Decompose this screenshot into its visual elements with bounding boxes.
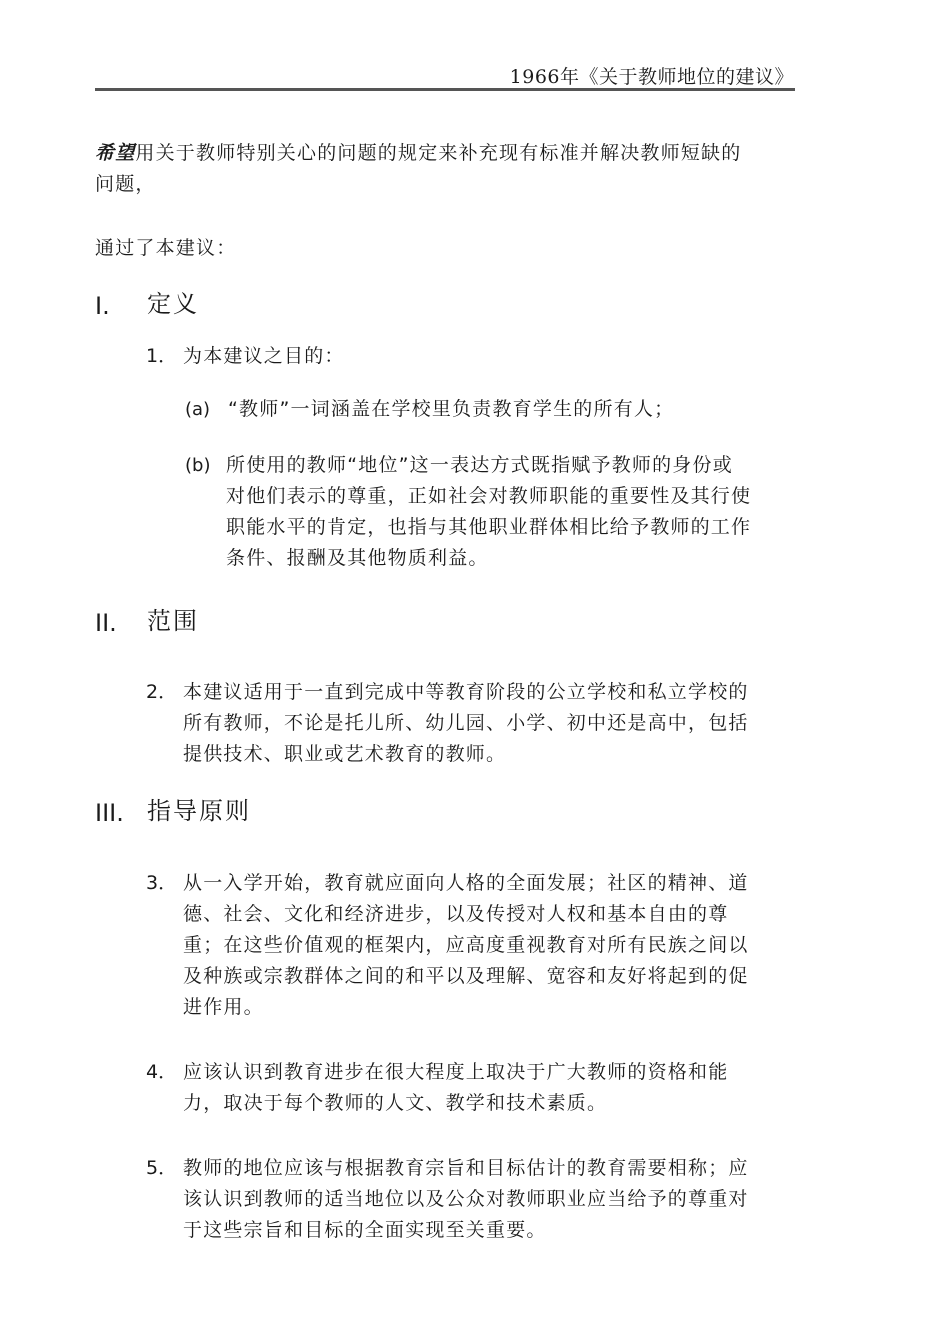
subitem-line: “教师”一词涵盖在学校里负责教育学生的所有人；: [228, 398, 675, 420]
subitem-text: [226, 450, 751, 574]
paragraph-number: 4．: [146, 1061, 178, 1083]
preamble-adopts: 通过了本建议：: [95, 237, 237, 259]
paragraph-line: 及种族或宗教群体之间的和平以及理解、宽容和友好将起到的促: [183, 965, 749, 987]
paragraph-text: [183, 677, 749, 770]
paragraph-line: 进作用。: [183, 996, 264, 1018]
preamble-lead: 希望: [95, 142, 136, 164]
subitem-line: 条件、报酬及其他物质利益。: [226, 547, 489, 569]
paragraph-line: 于这些宗旨和目标的全面实现至关重要。: [183, 1219, 547, 1241]
header-rule: [95, 88, 795, 91]
paragraph-number: 5．: [146, 1157, 178, 1179]
paragraph-line: 德、社会、文化和经济进步，以及传授对人权和基本自由的尊: [183, 903, 729, 925]
subitem-line: 所使用的教师“地位”这一表达方式既指赋予教师的身份或: [226, 454, 733, 476]
paragraph-text: [183, 341, 345, 372]
section-title: 指导原则: [147, 797, 251, 825]
paragraph-line: 教师的地位应该与根据教育宗旨和目标估计的教育需要相称；应: [183, 1157, 749, 1179]
paragraph-line: 应该认识到教育进步在很大程度上取决于广大教师的资格和能: [183, 1061, 729, 1083]
preamble: [95, 138, 741, 200]
paragraph-line: 力，取决于每个教师的人文、教学和技术素质。: [183, 1092, 608, 1114]
paragraph-line: 提供技术、职业或艺术教育的教师。: [183, 743, 507, 765]
section-number: I.: [95, 292, 110, 320]
paragraph-text: [183, 868, 749, 1023]
subitem-line: 职能水平的肯定，也指与其他职业群体相比给予教师的工作: [226, 516, 752, 538]
preamble-line: 问题，: [95, 173, 156, 195]
preamble-line: 用关于教师特别关心的问题的规定来补充现有标准并解决教师短缺的: [135, 142, 742, 164]
section-title: 定义: [147, 290, 199, 318]
section-number: II.: [95, 609, 117, 637]
paragraph-number: 1．: [146, 345, 178, 367]
running-header-title: 1966年《关于教师地位的建议》: [509, 66, 794, 88]
paragraph-line: 所有教师，不论是托儿所、幼儿园、小学、初中还是高中，包括: [183, 712, 749, 734]
subitem-label: (b): [185, 455, 211, 476]
section-title: 范围: [147, 607, 199, 635]
paragraph-line: 从一入学开始，教育就应面向人格的全面发展；社区的精神、道: [183, 872, 749, 894]
paragraph-number: 3．: [146, 872, 178, 894]
paragraph-line: 本建议适用于一直到完成中等教育阶段的公立学校和私立学校的: [183, 681, 749, 703]
paragraph-number: 2．: [146, 681, 178, 703]
subitem-line: 对他们表示的尊重，正如社会对教师职能的重要性及其行使: [226, 485, 752, 507]
paragraph-text: [183, 1153, 749, 1246]
section-number: III.: [95, 799, 124, 827]
subitem-label: (a): [185, 399, 211, 420]
subitem-text: [228, 394, 674, 425]
paragraph-line: 重；在这些价值观的框架内，应高度重视教育对所有民族之间以: [183, 934, 749, 956]
paragraph-line: 为本建议之目的：: [183, 345, 345, 367]
paragraph-text: [183, 1057, 728, 1119]
paragraph-line: 该认识到教师的适当地位以及公众对教师职业应当给予的尊重对: [183, 1188, 749, 1210]
